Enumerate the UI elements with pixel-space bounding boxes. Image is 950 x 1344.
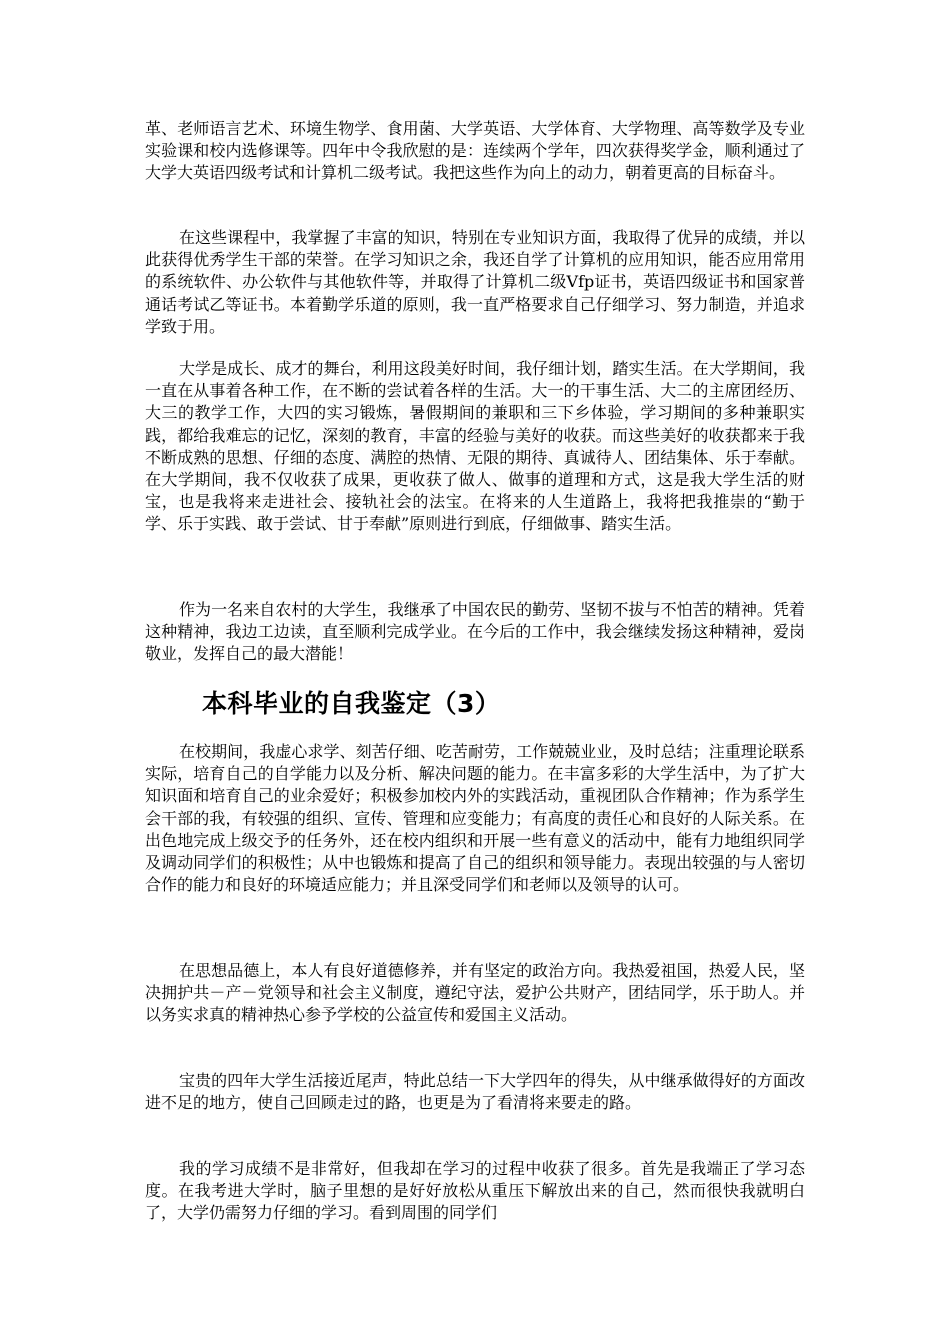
paragraph: 大学是成长、成才的舞台，利用这段美好时间，我仔细计划，踏实生活。在大学期间，我一直在从事着各种工作，在不断的尝试着各样的生活。大一的干事生活、大二的主席团经历、大三的教学工作，大四的实习锻炼，暑假期间的兼职和三下乡体验，学习期间的多种兼职实践，都给我难忘的记忆，深刻的教育，丰富的经验与美好的收获。而这些美好的收获都来于我不断成熟的思想、仔细的态度、满腔的热情、无限的期待、真诚待人、团结集体、乐于奉献。在大学期间，我不仅收获了成果，更收获了做人、做事的道理和方式，这是我大学生活的财宝，也是我将来走进社会、接轨社会的法宝。在将来的人生道路上，我将把我推崇的“勤于学、乐于实践、敢于尝试、甘于奉献”原则进行到底，仔细做事、踏实生活。 (145, 359, 805, 534)
paragraph: 革、老师语言艺术、环境生物学、食用菌、大学英语、大学体育、大学物理、高等数学及专业实验课和校内选修课等。四年中令我欣慰的是：连续两个学年，四次获得奖学金，顺利通过了大学大英语四级考试和计算机二级考试。我把这些作为向上的动力，朝着更高的目标奋斗。 (145, 119, 805, 183)
section-title: 本科毕业的自我鉴定（3） (202, 689, 501, 718)
paragraph: 作为一名来自农村的大学生，我继承了中国农民的勤劳、坚韧不拔与不怕苦的精神。凭着这种精神，我边工边读，直至顺利完成学业。在今后的工作中，我会继续发扬这种精神，爱岗敬业，发挥自己的最大潜能！ (145, 600, 805, 664)
paragraph: 我的学习成绩不是非常好，但我却在学习的过程中收获了很多。首先是我端正了学习态度。在我考进大学时，脑子里想的是好好放松从重压下解放出来的自己，然而很快我就明白了，大学仍需努力仔细的学习。看到周围的同学们 (145, 1159, 805, 1223)
paragraph: 宝贵的四年大学生活接近尾声，特此总结一下大学四年的得失，从中继承做得好的方面改进不足的地方，使自己回顾走过的路，也更是为了看清将来要走的路。 (145, 1071, 805, 1113)
paragraph: 在这些课程中，我掌握了丰富的知识，特别在专业知识方面，我取得了优异的成绩，并以此获得优秀学生干部的荣誉。在学习知识之余，我还自学了计算机的应用知识，能否应用常用的系统软件、办公软件与其他软件等，并取得了计算机二级Vfp证书，英语四级证书和国家普通话考试乙等证书。本着勤学乐道的原则，我一直严格要求自己仔细学习、努力制造，并追求学致于用。 (145, 228, 805, 336)
paragraph: 在思想品德上，本人有良好道德修养，并有坚定的政治方向。我热爱祖国，热爱人民，坚决拥护共－产－党领导和社会主义制度，遵纪守法，爱护公共财产，团结同学，乐于助人。并以务实求真的精神热心参予学校的公益宣传和爱国主义活动。 (145, 961, 805, 1025)
paragraph: 在校期间，我虚心求学、刻苦仔细、吃苦耐劳，工作兢兢业业，及时总结；注重理论联系实际，培育自己的自学能力以及分析、解决问题的能力。在丰富多彩的大学生活中，为了扩大知识面和培育自己的业余爱好；积极参加校内外的实践活动，重视团队合作精神；作为系学生会干部的我，有较强的组织、宣传、管理和应变能力；有高度的责任心和良好的人际关系。在出色地完成上级交予的任务外，还在校内组织和开展一些有意义的活动中，能有力地组织同学及调动同学们的积极性；从中也锻炼和提高了自己的组织和领导能力。表现出较强的与人密切合作的能力和良好的环境适应能力；并且深受同学们和老师以及领导的认可。 (145, 742, 805, 895)
